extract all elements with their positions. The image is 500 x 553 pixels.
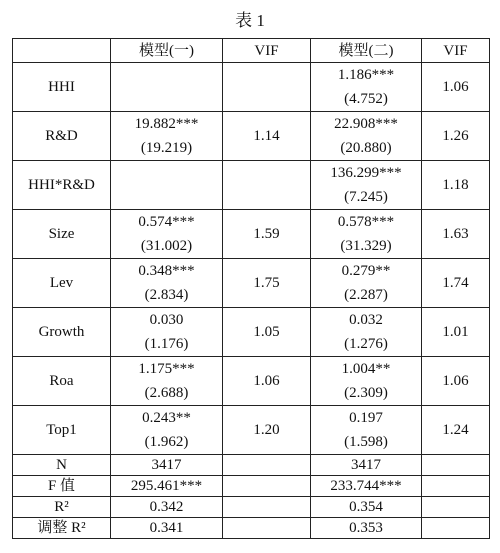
table-row xyxy=(13,357,490,406)
variable-name: HHI*R&D xyxy=(13,161,111,210)
model-1-cell xyxy=(111,210,223,259)
stat-name: R² xyxy=(13,497,111,518)
header-row xyxy=(13,39,490,63)
model-2-stat: 233.744*** xyxy=(311,476,422,497)
coefficient: 0.574*** xyxy=(138,214,195,230)
stat-row xyxy=(13,455,490,476)
coefficient: 22.908*** xyxy=(334,116,398,132)
vif-1-cell xyxy=(223,455,311,476)
header-vif-2: VIF xyxy=(422,39,490,63)
coefficient: 0.243** xyxy=(142,410,191,426)
vif-2-cell: 1.24 xyxy=(422,406,490,455)
t-statistic: (2.309) xyxy=(344,385,388,401)
table-row xyxy=(13,308,490,357)
stat-row xyxy=(13,518,490,539)
vif-1-cell: 1.75 xyxy=(223,259,311,308)
t-statistic: (1.598) xyxy=(344,434,388,450)
vif-1-cell xyxy=(223,518,311,539)
vif-2-cell xyxy=(422,455,490,476)
model-2-cell xyxy=(311,308,422,357)
model-2-cell xyxy=(311,63,422,112)
table-row xyxy=(13,210,490,259)
table-row xyxy=(13,406,490,455)
variable-name: Top1 xyxy=(13,406,111,455)
variable-name: Size xyxy=(13,210,111,259)
table-title: 表 1 xyxy=(235,11,265,30)
t-statistic: (31.329) xyxy=(340,238,392,254)
vif-1-cell: 1.06 xyxy=(223,357,311,406)
vif-1-cell: 1.14 xyxy=(223,112,311,161)
vif-2-cell: 1.26 xyxy=(422,112,490,161)
variable-name: R&D xyxy=(13,112,111,161)
model-2-cell xyxy=(311,161,422,210)
t-statistic: (20.880) xyxy=(340,140,392,156)
variable-name: Growth xyxy=(13,308,111,357)
table-row xyxy=(13,161,490,210)
vif-1-cell: 1.59 xyxy=(223,210,311,259)
vif-1-cell: 1.05 xyxy=(223,308,311,357)
stat-row xyxy=(13,476,490,497)
stat-row xyxy=(13,497,490,518)
model-1-stat: 0.342 xyxy=(111,497,223,518)
stat-name: 调整 R² xyxy=(13,518,111,539)
vif-2-cell: 1.06 xyxy=(422,63,490,112)
model-1-cell xyxy=(111,406,223,455)
vif-2-cell xyxy=(422,476,490,497)
t-statistic: (19.219) xyxy=(140,140,193,156)
t-statistic: (7.245) xyxy=(344,189,388,205)
coefficient: 1.186*** xyxy=(337,67,395,83)
vif-1-cell xyxy=(223,161,311,210)
model-1-stat: 295.461*** xyxy=(111,476,223,497)
stat-name: N xyxy=(13,455,111,476)
header-model-1: 模型(一) xyxy=(111,39,223,63)
t-statistic: (1.276) xyxy=(344,336,388,352)
coefficient: 136.299*** xyxy=(330,165,402,181)
vif-2-cell: 1.18 xyxy=(422,161,490,210)
variable-name: Lev xyxy=(13,259,111,308)
model-2-stat: 0.354 xyxy=(311,497,422,518)
model-1-cell xyxy=(111,308,223,357)
vif-2-cell: 1.06 xyxy=(422,357,490,406)
t-statistic: (2.834) xyxy=(144,287,189,303)
t-statistic: (1.962) xyxy=(144,434,189,450)
coefficient: 0.197 xyxy=(349,410,383,426)
model-1-stat: 3417 xyxy=(111,455,223,476)
coefficient: 0.348*** xyxy=(138,263,195,279)
variable-name: Roa xyxy=(13,357,111,406)
vif-1-cell xyxy=(223,63,311,112)
table-row xyxy=(13,259,490,308)
vif-1-cell xyxy=(223,476,311,497)
model-2-cell xyxy=(311,357,422,406)
vif-2-cell: 1.74 xyxy=(422,259,490,308)
model-1-cell xyxy=(111,259,223,308)
model-1-stat: 0.341 xyxy=(111,518,223,539)
vif-1-cell xyxy=(223,497,311,518)
header-model-2: 模型(二) xyxy=(311,39,422,63)
model-1-cell xyxy=(111,63,223,112)
vif-2-cell xyxy=(422,497,490,518)
header-vif-1: VIF xyxy=(223,39,311,63)
model-2-stat: 3417 xyxy=(311,455,422,476)
t-statistic: (1.176) xyxy=(144,336,189,352)
coefficient: 0.032 xyxy=(349,312,383,328)
table-row xyxy=(13,63,490,112)
t-statistic: (31.002) xyxy=(140,238,193,254)
coefficient: 0.578*** xyxy=(337,214,395,230)
model-2-cell xyxy=(311,406,422,455)
coefficient: 0.030 xyxy=(149,312,184,328)
model-2-cell xyxy=(311,112,422,161)
variable-name: HHI xyxy=(13,63,111,112)
coefficient: 1.004** xyxy=(341,361,391,377)
vif-1-cell: 1.20 xyxy=(223,406,311,455)
vif-2-cell: 1.63 xyxy=(422,210,490,259)
model-1-cell xyxy=(111,357,223,406)
model-1-cell xyxy=(111,112,223,161)
coefficient: 19.882*** xyxy=(134,116,199,132)
t-statistic: (4.752) xyxy=(344,91,388,107)
header-variable xyxy=(13,39,111,63)
coefficient: 0.279** xyxy=(341,263,391,279)
coefficient: 1.175*** xyxy=(138,361,195,377)
model-2-stat: 0.353 xyxy=(311,518,422,539)
model-1-cell xyxy=(111,161,223,210)
model-2-cell xyxy=(311,259,422,308)
t-statistic: (2.287) xyxy=(344,287,388,303)
t-statistic: (2.688) xyxy=(144,385,189,401)
regression-table xyxy=(12,38,490,539)
vif-2-cell xyxy=(422,518,490,539)
vif-2-cell: 1.01 xyxy=(422,308,490,357)
stat-name: F 值 xyxy=(13,476,111,497)
model-2-cell xyxy=(311,210,422,259)
table-row xyxy=(13,112,490,161)
